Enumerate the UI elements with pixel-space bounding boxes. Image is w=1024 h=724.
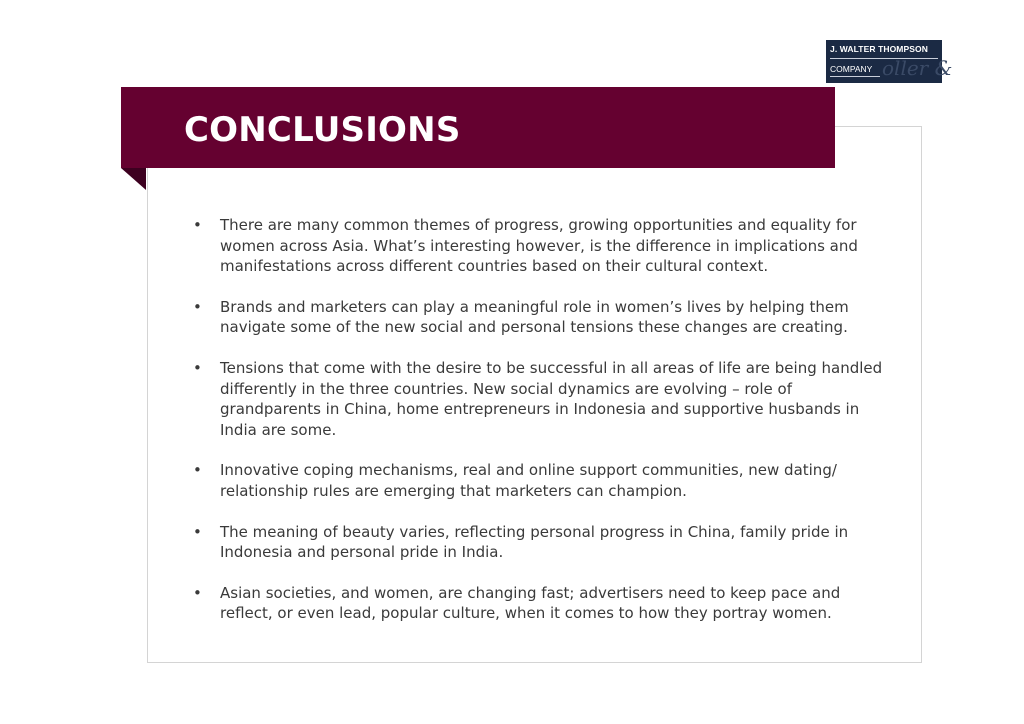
list-item-text: The meaning of beauty varies, reflecting personal progress in China, family pride in Indonesia and personal pride in India. [220, 522, 849, 562]
list-item-text: Brands and marketers can play a meaningful role in women’s lives by helping them navigate some of the new social and personal tensions these changes are creating. [220, 297, 849, 337]
list-item [193, 297, 883, 338]
list-item-text: Innovative coping mechanisms, real and online support communities, new dating/ relationship rules are emerging that marketers can champion. [220, 461, 837, 500]
bullet-icon: • [193, 522, 202, 541]
list-item [193, 358, 883, 440]
list-item [193, 522, 883, 563]
title-banner-fold [121, 168, 146, 190]
logo-line-2: COMPANY [830, 64, 873, 74]
bullet-icon: • [193, 216, 202, 234]
logo-underline [830, 76, 880, 77]
list-item [193, 215, 883, 277]
page-title: CONCLUSIONS [184, 110, 461, 150]
list-item [193, 583, 883, 624]
list-item-text: Asian societies, and women, are changing fast; advertisers need to keep pace and reflect, or even lead, popular culture, when it comes to how they portray women. [220, 583, 841, 623]
bullet-icon: • [193, 358, 202, 377]
title-banner [121, 87, 835, 168]
list-item-text: There are many common themes of progress, growing opportunities and equality for women across Asia. What’s interesting however, is the difference in implications and manifestations across different countries based on their cultural context. [220, 216, 858, 276]
bullet-icon: • [193, 583, 202, 602]
conclusions-list [193, 215, 883, 644]
list-item [193, 460, 883, 501]
bullet-icon: • [193, 461, 202, 480]
bullet-icon: • [193, 297, 202, 316]
list-item-text: Tensions that come with the desire to be successful in all areas of life are being handled differently in the three countries. New social dynamics are evolving – role of grandparents in China, home entrepreneurs in Indonesia and supportive husbands in India are some. [220, 358, 883, 439]
logo-script: oller & [882, 56, 953, 80]
logo-line-1: J. WALTER THOMPSON [830, 44, 928, 54]
company-logo [826, 40, 953, 83]
